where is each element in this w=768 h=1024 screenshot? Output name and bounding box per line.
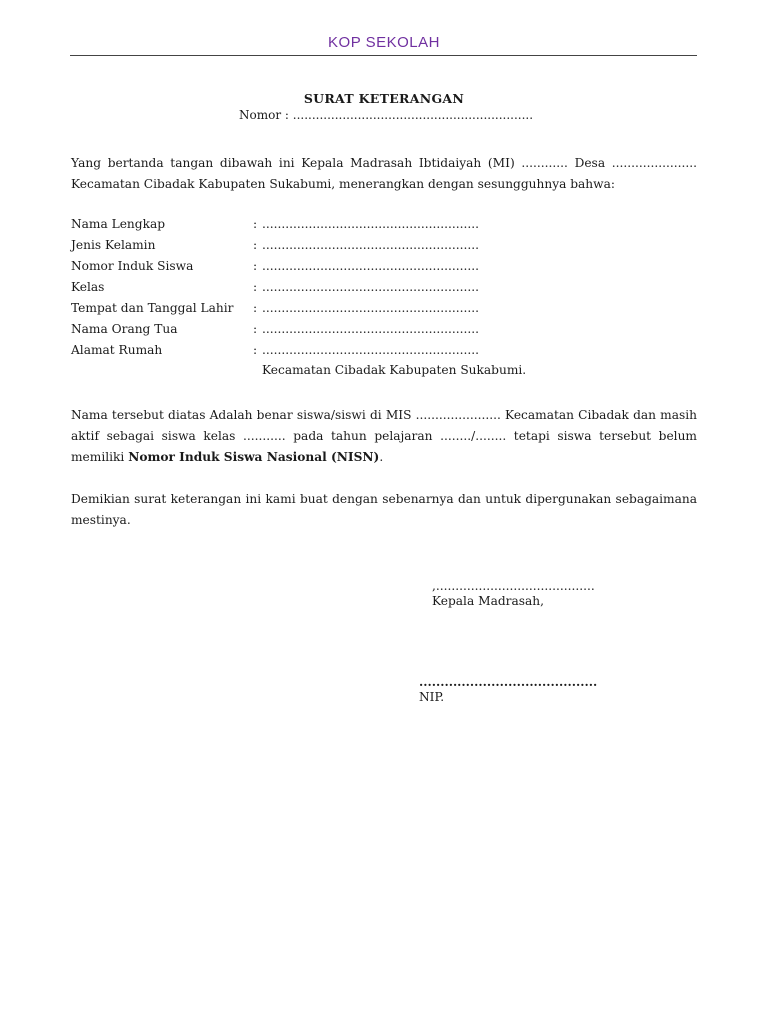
field-value: ........................................................	[262, 259, 479, 273]
field-colon: :	[253, 259, 258, 273]
field-label: Nomor Induk Siswa	[71, 259, 194, 273]
nomor-dots: ...............................................................	[292, 108, 534, 122]
field-colon: :	[253, 238, 258, 252]
field-colon: :	[253, 301, 258, 315]
field-row-nomor-induk-siswa	[71, 256, 697, 277]
nisn-bold: Nomor Induk Siswa Nasional (NISN)	[128, 450, 380, 464]
field-row-kelas	[71, 277, 697, 298]
school-letterhead: KOP SEKOLAH	[328, 34, 440, 51]
document-title: SURAT KETERANGAN	[303, 91, 465, 106]
signature-name-line: ..........................................	[419, 675, 598, 689]
field-label: Nama Lengkap	[71, 217, 166, 231]
status-end: .	[379, 450, 384, 464]
field-row-alamat-rumah	[71, 340, 697, 361]
field-label: Kelas	[71, 280, 105, 294]
field-row-nama-orang-tua	[71, 319, 697, 340]
field-row-jenis-kelamin	[71, 235, 697, 256]
field-colon: :	[253, 280, 258, 294]
field-value: ........................................................	[262, 238, 479, 252]
status-text: Nama tersebut diatas Adalah benar siswa/siswi di MIS ...................... Kecamatan Cibadak dan masih aktif sebagai siswa kelas ........... pada tahun pelajaran ......../........ tetapi siswa tersebut belum memiliki	[71, 408, 697, 464]
signature-nip: NIP.	[419, 690, 445, 704]
field-label: Nama Orang Tua	[71, 322, 178, 336]
header-divider	[70, 55, 697, 56]
field-label: Tempat dan Tanggal Lahir	[71, 301, 234, 315]
field-value: ........................................................	[262, 322, 479, 336]
field-colon: :	[253, 343, 258, 357]
closing-paragraph: Demikian surat keterangan ini kami buat dengan sebenarnya dan untuk dipergunakan sebagaimana mestinya.	[71, 492, 697, 527]
status-paragraph	[71, 405, 697, 468]
field-row-nama-lengkap	[71, 214, 697, 235]
field-value: ........................................................	[262, 343, 479, 357]
field-colon: :	[253, 322, 258, 336]
opening-paragraph: Yang bertanda tangan dibawah ini Kepala Madrasah Ibtidaiyah (MI) ............ Desa ...................... Kecamatan Cibadak Kabupaten Sukabumi, menerangkan dengan sesungguhnya bahwa:	[71, 156, 697, 191]
signature-place-date: ,.........................................	[432, 579, 595, 593]
field-label: Alamat Rumah	[71, 343, 163, 357]
field-colon: :	[253, 217, 258, 231]
field-row-tempat-tanggal-lahir	[71, 298, 697, 319]
signature-position: Kepala Madrasah,	[432, 594, 544, 608]
field-value: ........................................................	[262, 217, 479, 231]
student-fields	[71, 214, 697, 361]
field-label: Jenis Kelamin	[71, 238, 156, 252]
field-value: ........................................................	[262, 301, 479, 315]
address-line-2: Kecamatan Cibadak Kabupaten Sukabumi.	[262, 363, 527, 377]
nomor-label: Nomor :	[239, 108, 289, 122]
letter-number	[239, 108, 533, 122]
field-value: ........................................................	[262, 280, 479, 294]
